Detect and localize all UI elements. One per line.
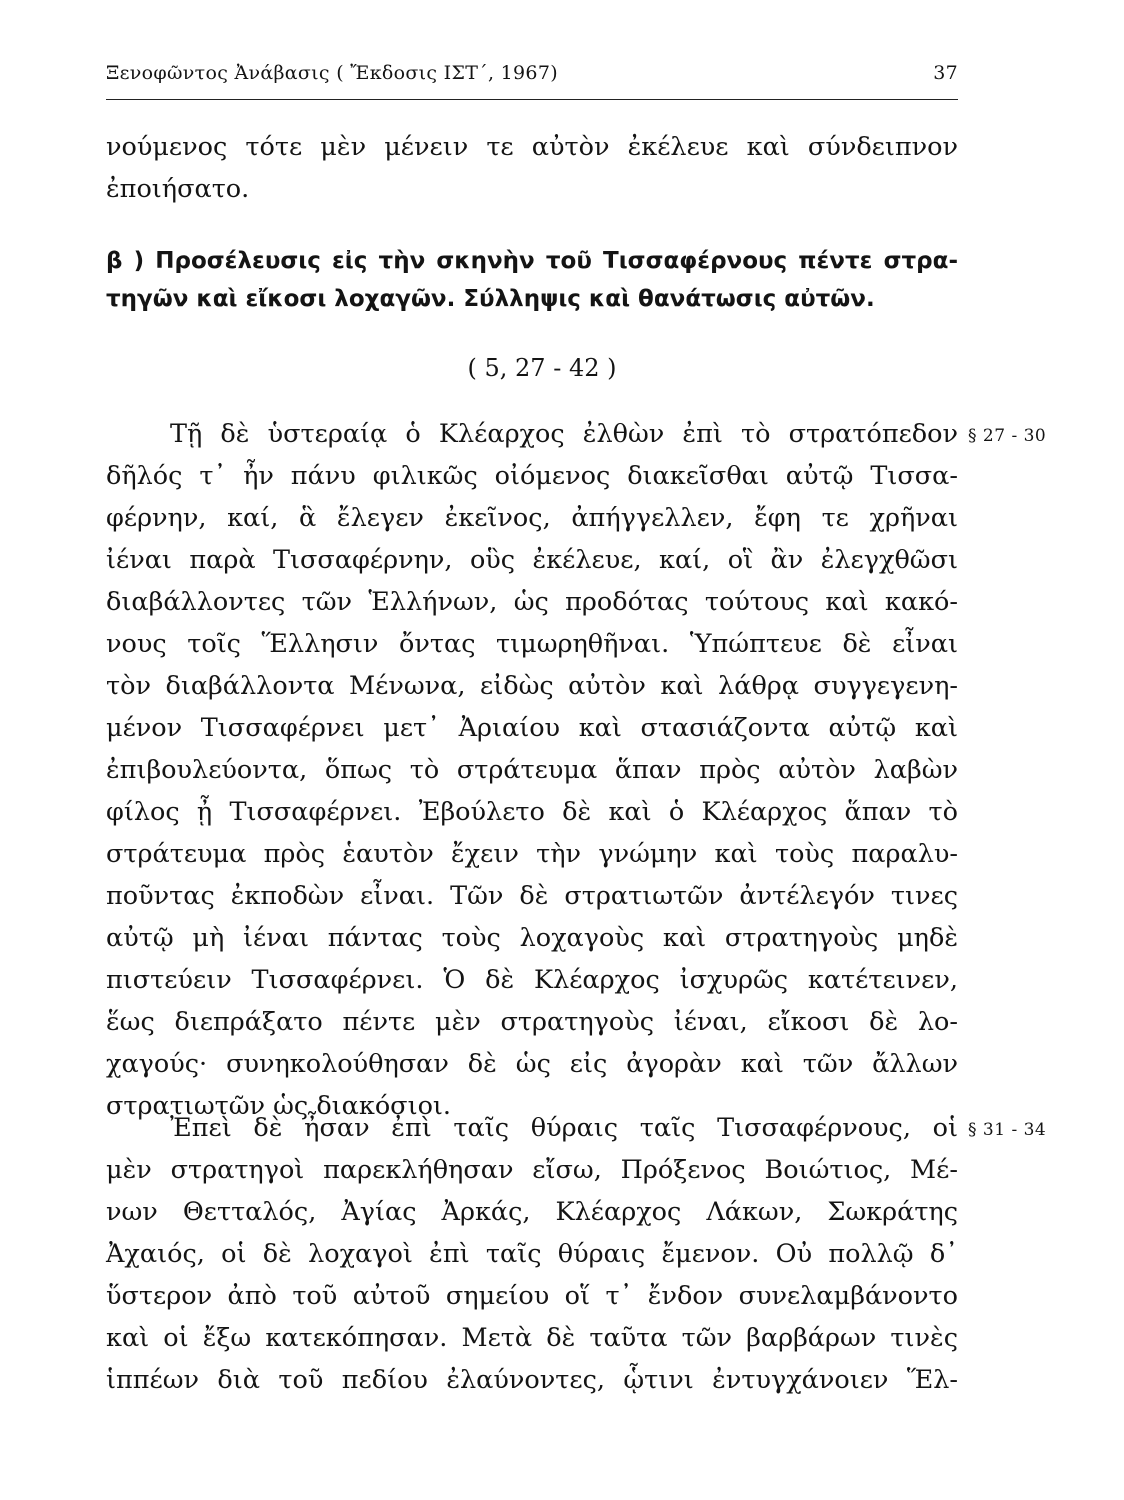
section-heading-line: τηγῶν καὶ εἴκοσι λοχαγῶν. Σύλληψις καὶ θανάτωσις αὐτῶν.	[106, 286, 875, 312]
text-line: μὲν στρατηγοὶ παρεκλήθησαν εἴσω, Πρόξενος Βοιώτιος, Μέ-	[106, 1155, 958, 1185]
text-line: Ἀχαιός, οἱ δὲ λοχαγοὶ ἐπὶ ταῖς θύραις ἔμενον. Οὐ πολλῷ δ᾽	[106, 1239, 958, 1269]
text-line: τὸν διαβάλλοντα Μένωνα, εἰδὼς αὐτὸν καὶ λάθρᾳ συγγεγενη-	[106, 671, 958, 701]
margin-note: § 27 - 30	[968, 426, 1047, 446]
text-line: ἰέναι παρὰ Τισσαφέρνην, οὓς ἐκέλευε, καί, οἳ ἂν ἐλεγχθῶσι	[106, 545, 958, 575]
text-line: καὶ οἱ ἔξω κατεκόπησαν. Μετὰ δὲ ταῦτα τῶν βαρβάρων τινὲς	[106, 1323, 958, 1353]
section-heading	[106, 242, 958, 318]
text-line: Ἐπεὶ δὲ ἦσαν ἐπὶ ταῖς θύραις ταῖς Τισσαφέρνους, οἱ	[170, 1113, 958, 1143]
running-head	[106, 62, 958, 92]
text-line: ἕως διεπράξατο πέντε μὲν στρατηγοὺς ἰέναι, εἴκοσι δὲ λο-	[106, 1007, 958, 1037]
text-line: νων Θετταλός, Ἀγίας Ἀρκάς, Κλέαρχος Λάκων, Σωκράτης	[106, 1197, 958, 1227]
margin-note: § 31 - 34	[968, 1120, 1047, 1140]
text-line: μένον Τισσαφέρνει μετ᾽ Ἀριαίου καὶ στασιάζοντα αὐτῷ καὶ	[106, 713, 958, 743]
header-rule	[106, 99, 958, 100]
section-heading-line: β ) Προσέλευσις εἰς τὴν σκηνὴν τοῦ Τισσαφέρνους πέντε στρα-	[106, 248, 958, 274]
text-line: νούμενος τότε μὲν μένειν τε αὐτὸν ἐκέλευε καὶ σύνδειπνον	[106, 132, 958, 162]
text-line: πιστεύειν Τισσαφέρνει. Ὁ δὲ Κλέαρχος ἰσχυρῶς κατέτεινεν,	[106, 965, 958, 995]
text-line: φίλος ᾖ Τισσαφέρνει. Ἐβούλετο δὲ καὶ ὁ Κλέαρχος ἅπαν τὸ	[106, 797, 958, 827]
text-line: ὕστερον ἀπὸ τοῦ αὐτοῦ σημείου οἵ τ᾽ ἔνδον συνελαμβάνοντο	[106, 1281, 958, 1311]
text-line: στράτευμα πρὸς ἑαυτὸν ἔχειν τὴν γνώμην καὶ τοὺς παραλυ-	[106, 839, 958, 869]
text-line: ἐπιβουλεύοντα, ὅπως τὸ στράτευμα ἅπαν πρὸς αὐτὸν λαβὼν	[106, 755, 958, 785]
paragraph-1	[106, 413, 958, 1127]
paragraph-2	[106, 1107, 958, 1401]
text-line: στρατιωτῶν ὡς διακόσιοι.	[106, 1091, 452, 1121]
text-line: νους τοῖς Ἕλλησιν ὄντας τιμωρηθῆναι. Ὑπώπτευε δὲ εἶναι	[106, 629, 958, 659]
text-line: χαγούς· συνηκολούθησαν δὲ ὡς εἰς ἀγορὰν καὶ τῶν ἄλλων	[106, 1049, 958, 1079]
text-line: ἐποιήσατο.	[106, 174, 250, 204]
text-line: δῆλός τ᾽ ἦν πάνυ φιλικῶς οἰόμενος διακεῖσθαι αὐτῷ Τισσα-	[106, 461, 958, 491]
section-reference: ( 5, 27 - 42 )	[467, 354, 617, 382]
page-number: 37	[933, 62, 958, 84]
running-head-title: Ξενοφῶντος Ἀνάβασις ( Ἔκδοσις ΙΣΤ΄, 1967)	[106, 62, 558, 84]
text-line: φέρνην, καί, ἃ ἔλεγεν ἐκεῖνος, ἀπήγγελλεν, ἔφη τε χρῆναι	[106, 503, 958, 533]
intro-text	[106, 126, 958, 210]
text-line: αὐτῷ μὴ ἰέναι πάντας τοὺς λοχαγοὺς καὶ στρατηγοὺς μηδὲ	[106, 923, 958, 953]
text-line: Τῇ δὲ ὑστεραίᾳ ὁ Κλέαρχος ἐλθὼν ἐπὶ τὸ στρατόπεδον	[170, 419, 958, 449]
text-line: ἱππέων διὰ τοῦ πεδίου ἐλαύνοντες, ᾧτινι ἐντυγχάνοιεν Ἕλ-	[106, 1365, 958, 1395]
text-line: διαβάλλοντες τῶν Ἑλλήνων, ὡς προδότας τούτους καὶ κακό-	[106, 587, 958, 617]
text-line: ποῦντας ἐκποδὼν εἶναι. Τῶν δὲ στρατιωτῶν ἀντέλεγόν τινες	[106, 881, 958, 911]
